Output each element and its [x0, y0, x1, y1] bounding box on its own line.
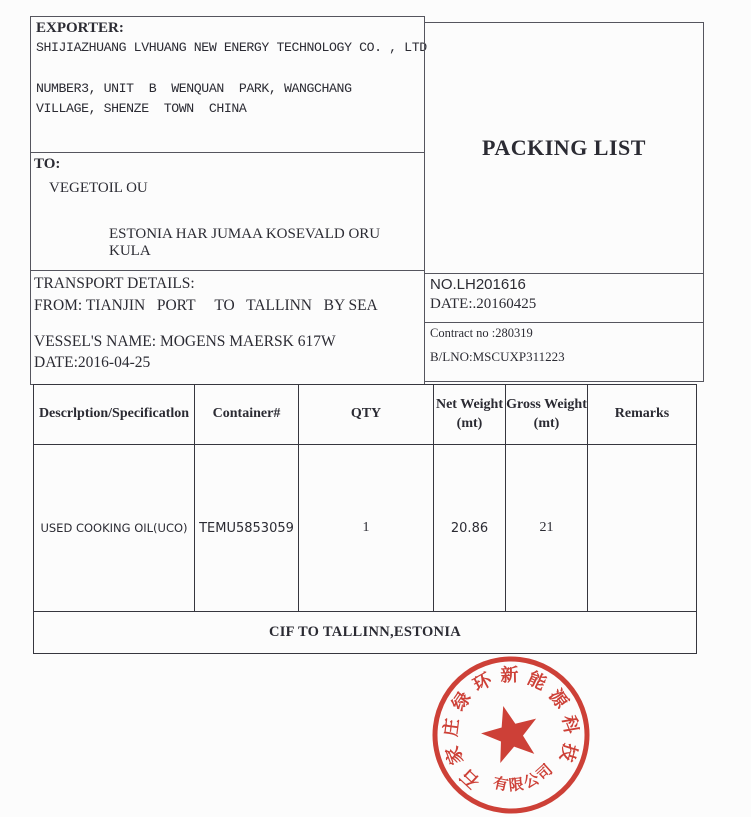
exporter-section	[30, 16, 425, 153]
transport-date: DATE:2016-04-25	[34, 354, 151, 371]
stamp-ring-char: 公	[520, 769, 542, 792]
cell-remarks	[588, 445, 697, 612]
stamp-star-icon	[476, 699, 545, 766]
header-qty-text: QTY	[350, 406, 382, 422]
consignee-name: VEGETOIL OU	[49, 180, 148, 196]
cell-description: USED COOKING OIL(UCO)	[34, 445, 195, 612]
consignee-label: TO:	[34, 156, 61, 172]
transport-label: TRANSPORT DETAILS:	[34, 275, 195, 292]
cell-qty: 1	[299, 445, 434, 612]
incoterms-text: CIF TO TALLINN,ESTONIA	[34, 612, 697, 654]
header-container-text: Container#	[212, 406, 281, 422]
stamp-ring-char: 环	[469, 669, 496, 697]
header-description-text: Descrlption/Specificatlon	[38, 406, 190, 422]
stamp-ring-char: 源	[544, 685, 573, 713]
exporter-address-line2: VILLAGE, SHENZE TOWN CHINA	[36, 101, 247, 116]
header-net-weight-line1: Net Weight	[435, 396, 503, 412]
header-qty	[299, 385, 434, 445]
stamp-seal-icon	[407, 631, 615, 817]
stamp-ring-char: 庄	[440, 717, 464, 738]
header-remarks	[588, 385, 697, 445]
consignee-address: ESTONIA HAR JUMAA KOSEVALD ORU KULA	[109, 226, 381, 259]
bl-number: B/LNO:MSCUXP311223	[430, 349, 565, 364]
document-date: DATE:.20160425	[430, 296, 537, 312]
reference-section	[424, 273, 704, 323]
contract-section	[424, 322, 704, 382]
stamp-ring-char: 石	[456, 764, 485, 793]
header-description	[34, 385, 195, 445]
stamp-ring-char: 司	[532, 760, 557, 784]
exporter-company: SHIJIAZHUANG LVHUANG NEW ENERGY TECHNOLOGY CO. , LTD	[36, 40, 427, 55]
cargo-table	[33, 384, 697, 654]
cell-gross-weight: 21	[506, 445, 588, 612]
stamp-ring-char: 有	[491, 773, 510, 795]
exporter-address-line1: NUMBER3, UNIT B WENQUAN PARK, WANGCHANG	[36, 81, 352, 96]
stamp-ring-char: 技	[555, 740, 581, 765]
stamp-ring-char: 能	[524, 668, 550, 695]
document-number: NO.LH201616	[430, 276, 526, 293]
header-gross-weight-line2: (mt)	[533, 415, 560, 431]
table-header-row	[34, 385, 697, 445]
header-net-weight	[434, 385, 506, 445]
consignee-section	[30, 152, 425, 271]
stamp-ring-char: 科	[557, 713, 582, 736]
cell-net-weight: 20.86	[434, 445, 506, 612]
company-stamp	[407, 631, 615, 817]
stamp-ring-char: 新	[500, 664, 519, 687]
header-gross-weight	[506, 385, 588, 445]
header-gross-weight-line1: Gross Weight	[506, 396, 587, 412]
transport-route: FROM: TIANJIN PORT TO TALLINN BY SEA	[34, 297, 378, 314]
vessel-name: VESSEL'S NAME: MOGENS MAERSK 617W	[34, 333, 336, 350]
table-footer-row	[34, 612, 697, 654]
cell-container: TEMU5853059	[195, 445, 299, 612]
transport-section	[30, 270, 425, 385]
header-remarks-text: Remarks	[614, 406, 670, 422]
stamp-ring-char: 限	[507, 774, 525, 795]
document-title: PACKING LIST	[482, 135, 646, 160]
exporter-label: EXPORTER:	[36, 20, 124, 36]
table-row	[34, 445, 697, 612]
contract-number: Contract no :280319	[430, 326, 533, 340]
stamp-ring-char: 绿	[448, 688, 476, 715]
stamp-ring-char: 家	[442, 743, 468, 768]
header-net-weight-line2: (mt)	[456, 415, 483, 431]
title-section	[424, 22, 704, 274]
header-container	[195, 385, 299, 445]
